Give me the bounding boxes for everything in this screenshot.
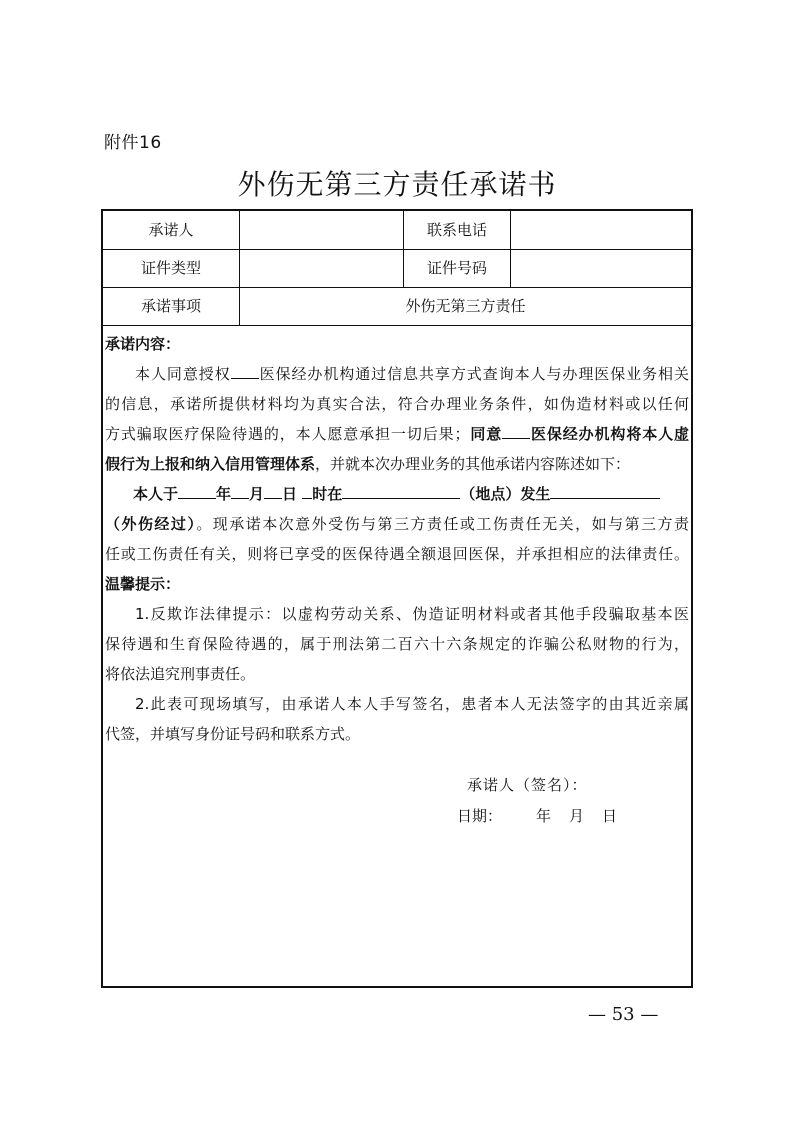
text-span: 医保经办机构通过信息共享方式查询本人与办理医保业务相关 — [258, 365, 689, 383]
text-span: 医保经办机构将本人虚 — [530, 425, 689, 443]
paragraph-line — [105, 509, 689, 539]
text-span: 假行为上报和纳入信用管理体系 — [105, 455, 316, 473]
text-span: 日 — [282, 485, 298, 503]
tip-line: 2.此表可现场填写，由承诺人本人手写签名，患者本人无法签字的由其近亲属 — [135, 695, 689, 713]
phone-label: 联系电话 — [404, 211, 511, 249]
matter-label: 承诺事项 — [103, 287, 240, 325]
blank-location[interactable] — [342, 480, 460, 499]
blank-year[interactable] — [178, 480, 216, 499]
paragraph-line — [105, 359, 689, 389]
document-title: 外伤无第三方责任承诺书 — [237, 168, 557, 201]
blank-month[interactable] — [231, 480, 249, 499]
promisor-label: 承诺人 — [103, 211, 240, 249]
date-label: 日期： — [457, 807, 503, 825]
id-type-field[interactable] — [240, 249, 404, 287]
paragraph-line — [105, 419, 689, 449]
form-row-promisor — [103, 211, 691, 250]
blank-authorize[interactable] — [231, 360, 259, 379]
paragraph-line: 的信息，承诺所提供材料均为真实合法，符合办理业务条件，如伪造材料或以任何 — [105, 395, 689, 413]
date-month: 月 — [569, 807, 585, 825]
attachment-label: 附件16 — [104, 133, 162, 153]
commitment-content — [103, 325, 691, 986]
date-year: 年 — [536, 807, 552, 825]
text-span: 同意 — [469, 425, 503, 443]
blank-agree[interactable] — [502, 420, 530, 439]
tip-line: 将依法追究刑事责任。 — [105, 665, 256, 683]
text-span: 时在 — [312, 485, 343, 503]
promisor-field[interactable] — [240, 211, 404, 249]
signature-label: 承诺人（签名）： — [467, 776, 588, 794]
text-span: （外伤经过） — [105, 515, 197, 533]
text-span: 本人同意授权 — [135, 365, 231, 383]
tip-line: 1.反欺诈法律提示：以虚构劳动关系、伪造证明材料或者其他手段骗取基本医 — [135, 605, 689, 623]
paragraph-line: 任或工伤责任有关，则将已享受的医保待遇全额退回医保，并承担相应的法律责任。 — [105, 545, 689, 563]
matter-value: 外伤无第三方责任 — [405, 297, 526, 315]
tips-heading: 温馨提示： — [105, 575, 181, 593]
text-span: 本人于 — [133, 485, 179, 503]
tip-line: 代签，并填写身份证号码和联系方式。 — [105, 725, 361, 743]
id-number-label: 证件号码 — [404, 249, 511, 287]
id-number-field[interactable] — [511, 249, 691, 287]
text-span: 年 — [216, 485, 232, 503]
text-span: （地点）发生 — [460, 485, 551, 503]
form-row-matter — [103, 287, 691, 326]
content-heading: 承诺内容： — [105, 335, 181, 353]
form-row-id — [103, 249, 691, 288]
date-line — [457, 805, 617, 826]
date-day: 日 — [602, 807, 618, 825]
paragraph-line — [105, 449, 689, 479]
page-number: — 53 — — [588, 1004, 659, 1025]
tip-line: 保待遇和生育保险待遇的，属于刑法第二百六十六条规定的诈骗公私财物的行为， — [105, 635, 689, 653]
commitment-form — [101, 209, 693, 988]
blank-day[interactable] — [264, 480, 282, 499]
blank-injury[interactable] — [550, 480, 660, 499]
text-span: 方式骗取医疗保险待遇的，本人愿意承担一切后果； — [105, 425, 470, 443]
text-span: 。现承诺本次意外受伤与第三方责任或工伤责任无关，如与第三方责 — [196, 515, 689, 533]
phone-field[interactable] — [511, 211, 691, 249]
paragraph-line — [105, 479, 689, 509]
id-type-label: 证件类型 — [103, 249, 240, 287]
text-span: 月 — [249, 485, 265, 503]
blank-hour[interactable] — [302, 480, 312, 499]
text-span: ，并就本次办理业务的其他承诺内容陈述如下： — [315, 455, 631, 473]
